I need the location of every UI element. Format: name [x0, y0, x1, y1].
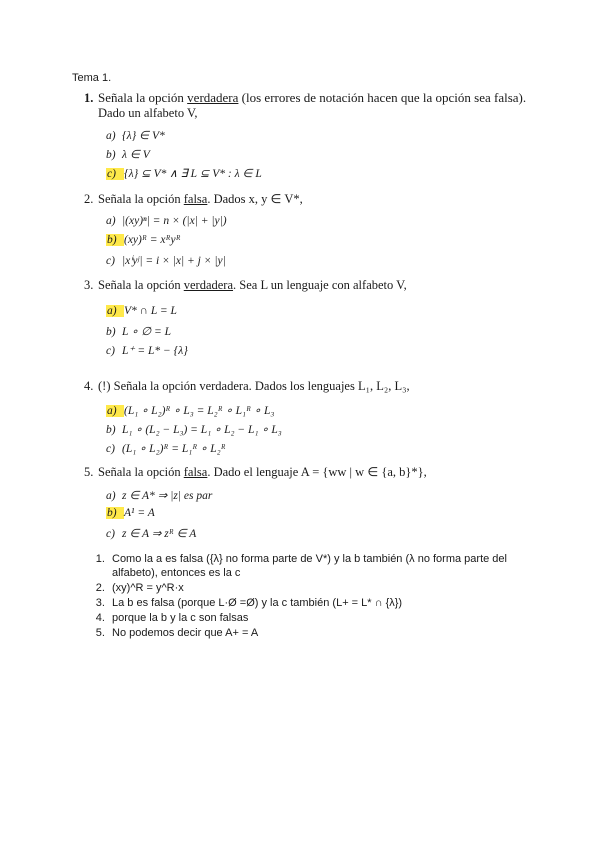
option-3c	[106, 343, 188, 357]
option-1c	[106, 166, 262, 180]
option-label-highlighted: b)	[106, 507, 124, 519]
option-label: a)	[106, 130, 116, 142]
question-keyword: falsa	[183, 465, 208, 479]
question-1-intro: Dado un alfabeto V,	[98, 106, 198, 120]
option-4b	[106, 422, 282, 436]
option-text: |(xy)ⁿ| = n × (|x| + |y|)	[122, 215, 227, 227]
option-2a	[106, 215, 227, 227]
question-text-end: . Dado el lenguaje A = {ww | w ∈ {a, b}*},	[207, 465, 427, 479]
option-text: L₁ ∘ (L₂ − L₃) = L₁ ∘ L₂ − L₁ ∘ L₃	[122, 424, 282, 436]
option-text: |xⁱyʲ| = i × |x| + j × |y|	[122, 255, 226, 267]
question-number: 5.	[84, 465, 94, 479]
option-text: {λ} ∈ V*	[122, 130, 165, 142]
option-label: b)	[106, 424, 116, 436]
option-label-highlighted: a)	[106, 405, 124, 417]
question-3	[84, 278, 407, 293]
answer-item: 3. La b es falsa (porque L·Ø =Ø) y la c también (L+ = L* ∩ {λ})	[108, 596, 528, 610]
option-text: A¹ = A	[124, 507, 155, 519]
answer-item: 1. Como la a es falsa ({λ} no forma parte de V*) y la b también (λ no forma parte del alfabeto), entonces es la c	[108, 552, 528, 580]
option-5c	[106, 526, 196, 540]
question-number: 4.	[84, 379, 94, 393]
question-number: 3.	[84, 278, 94, 292]
option-text: (L₁ ∘ L₂)ᴿ = L₁ᴿ ∘ L₂ᴿ	[122, 443, 226, 455]
option-text: L⁺ = L* − {λ}	[122, 345, 188, 357]
question-keyword: falsa	[183, 192, 208, 206]
option-2b	[106, 234, 181, 246]
option-5b	[106, 507, 155, 519]
option-text: {λ} ⊆ V* ∧ ∃ L ⊆ V* : λ ∈ L	[124, 168, 262, 180]
option-text: (L₁ ∘ L₂)ᴿ ∘ L₃ = L₂ᴿ ∘ L₁ᴿ ∘ L₃	[124, 405, 275, 417]
option-label: c)	[106, 443, 115, 455]
option-3b	[106, 324, 171, 338]
question-keyword: verdadera	[187, 90, 239, 105]
question-text: Señala la opción	[98, 465, 184, 479]
option-1b	[106, 147, 150, 161]
option-3a	[106, 305, 177, 317]
question-text-end: . Sea L un lenguaje con alfabeto V,	[233, 278, 407, 292]
option-text: V* ∩ L = L	[124, 305, 177, 317]
question-number: 2.	[84, 192, 94, 206]
question-text: (!) Señala la opción verdadera. Dados los lenguajes L₁, L₂, L₃,	[98, 379, 410, 393]
option-2c	[106, 253, 226, 267]
option-label: c)	[106, 345, 115, 357]
option-text: (xy)ᴿ = xᴿyᴿ	[124, 234, 181, 246]
option-text: λ ∈ V	[122, 149, 150, 161]
option-label: c)	[106, 255, 115, 267]
option-4c	[106, 441, 226, 455]
option-5a	[106, 488, 212, 502]
option-text: z ∈ A ⇒ zᴿ ∈ A	[122, 528, 197, 540]
option-label: c)	[106, 528, 115, 540]
option-label-highlighted: b)	[106, 234, 124, 246]
question-text-end: (los errores de notación hacen que la opción sea falsa).	[238, 90, 527, 105]
answers-list	[88, 552, 528, 641]
question-number: 1.	[84, 91, 94, 105]
question-text-end: . Dados x, y ∈ V*,	[207, 192, 303, 206]
question-5	[84, 465, 427, 480]
option-text: L ∘ ∅ = L	[122, 326, 172, 338]
option-4a	[106, 403, 274, 417]
option-label-highlighted: a)	[106, 305, 124, 317]
question-1	[84, 90, 526, 106]
option-label: a)	[106, 215, 116, 227]
option-label-highlighted: c)	[106, 168, 124, 180]
question-2	[84, 192, 303, 207]
option-1a	[106, 128, 165, 142]
question-text: Señala la opción	[98, 278, 184, 292]
question-keyword: verdadera	[183, 278, 234, 292]
answer-item: 4. porque la b y la c son falsas	[108, 611, 528, 625]
option-label: a)	[106, 490, 116, 502]
question-text: Señala la opción	[98, 90, 188, 105]
answer-item: 2. (xy)^R = y^R·x	[108, 581, 528, 595]
question-text: Señala la opción	[98, 192, 184, 206]
answer-item: 5. No podemos decir que A+ = A	[108, 626, 528, 640]
option-label: b)	[106, 326, 116, 338]
option-text: z ∈ A* ⇒ |z| es par	[122, 490, 213, 502]
question-4	[84, 379, 410, 394]
section-title: Tema 1.	[72, 72, 112, 84]
option-label: b)	[106, 149, 116, 161]
